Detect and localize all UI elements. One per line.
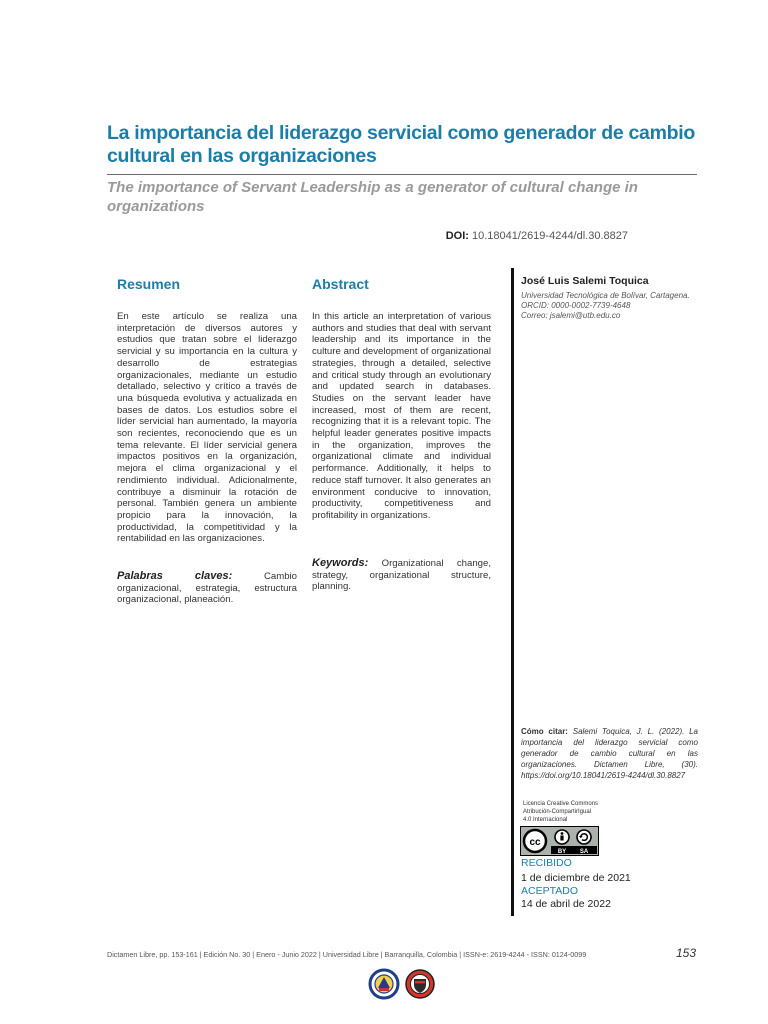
- article-subtitle: The importance of Servant Leadership as a generator of cultural change in organizations: [107, 179, 638, 215]
- abstract-heading: Abstract: [312, 276, 369, 292]
- doi-label: DOI:: [445, 230, 469, 242]
- resumen-heading: Resumen: [117, 276, 181, 292]
- license-line-1: Licencia Creative Commons: [523, 801, 599, 807]
- doi-value[interactable]: 10.18041/2619-4244/dl.30.8827: [472, 230, 628, 242]
- accepted-label: ACEPTADO: [521, 885, 578, 897]
- title-divider: [107, 174, 697, 175]
- resumen-keywords-label: Palabras claves:: [117, 570, 233, 582]
- page-number: 153: [676, 946, 697, 960]
- author-affiliation: Universidad Tecnológica de Bolívar, Cartagena.: [521, 291, 690, 300]
- license-line-2: Atribución-CompartirIgual: [523, 809, 592, 815]
- license-line-3: 4.0 Internacional: [523, 817, 568, 823]
- creative-commons-icon: [524, 830, 546, 852]
- citation-text: Salemi Toquica, J. L. (2022). La importancia del liderazgo servicial como generador de cambio cultural en las organizaciones. Dictamen Libre, (30). https://doi.org/10.18041/2619-4244/dl.30.8827: [521, 727, 699, 780]
- resumen-body: En este artículo se realiza una interpretación de diversos autores y estudios que tratan sobre el liderazgo servicial y su importancia en la cultura y desarrollo de estrategias organizacionales, mediante un estudio detallado, selectivo y crítico a través de una búsqueda evolutiva y actualizada en bases de datos. Los estudios sobre el líder servicial han aumentado, la mayoría son recientes, reconociendo que es un tema relevante. El líder servicial genera impactos positivos en la organización, mejora el clima organizacional y el rendimiento individual. Adicionalmente, contribuye a disminuir la rotación de personal. También genera un ambiente propicio para la innovación, la productividad, la competitividad y la rentabilidad en las organizaciones.: [117, 311, 297, 545]
- cc-license-badge[interactable]: [520, 826, 599, 856]
- citation-label: Cómo citar:: [521, 727, 568, 736]
- university-shield-icon: [406, 970, 434, 998]
- sidebar-divider: [511, 268, 514, 916]
- citation-block: [521, 726, 698, 781]
- resumen-keywords-text: Cambio organizacional, estrategia, estructura organizacional, planeación.: [117, 571, 297, 606]
- journal-footer: Dictamen Libre, pp. 153-161 | Edición No. 30 | Enero - Junio 2022 | Universidad Libre | Barranquilla, Colombia | ISSN-e: 2619-4244 - ISSN: 0124-0099: [107, 950, 587, 959]
- abstract-keywords: [312, 558, 491, 593]
- accepted-date: 14 de abril de 2022: [521, 898, 611, 910]
- by-mark: BY: [557, 849, 567, 855]
- author-orcid[interactable]: ORCID: 0000-0002-7739-4648: [521, 301, 631, 310]
- abstract-keywords-text: Organizational change, strategy, organizational structure, planning.: [312, 558, 491, 593]
- article-title: La importancia del liderazgo servicial como generador de cambio cultural en las organizaciones: [107, 122, 695, 167]
- cc-mark: cc: [529, 837, 541, 848]
- abstract-keywords-label: Keywords:: [312, 557, 369, 569]
- resumen-keywords: [117, 571, 297, 606]
- footer-logos: [368, 966, 440, 1002]
- received-label: RECIBIDO: [521, 857, 572, 869]
- author-name: José Luis Salemi Toquica: [521, 275, 649, 287]
- author-email[interactable]: Correo: jsalemi@utb.edu.co: [521, 311, 621, 320]
- doi-line: [380, 230, 628, 242]
- sa-mark: SA: [579, 849, 589, 855]
- received-date: 1 de diciembre de 2021: [521, 872, 631, 884]
- university-seal-icon: [370, 970, 398, 998]
- abstract-body: In this article an interpretation of various authors and studies that deal with servant leadership and its importance in the culture and development of organizational strategies, through a detailed, selective and critical study through an evolutionary and updated search in databases. Studies on the servant leader have increased, most of them are recent, recognizing that it is a relevant topic. The helpful leader generates positive impacts in the organization, improves the organizational climate and individual performance. Additionally, it helps to reduce staff turnover. It also generates an environment conducive to innovation, productivity, competitiveness and profitability in organizations.: [312, 311, 491, 521]
